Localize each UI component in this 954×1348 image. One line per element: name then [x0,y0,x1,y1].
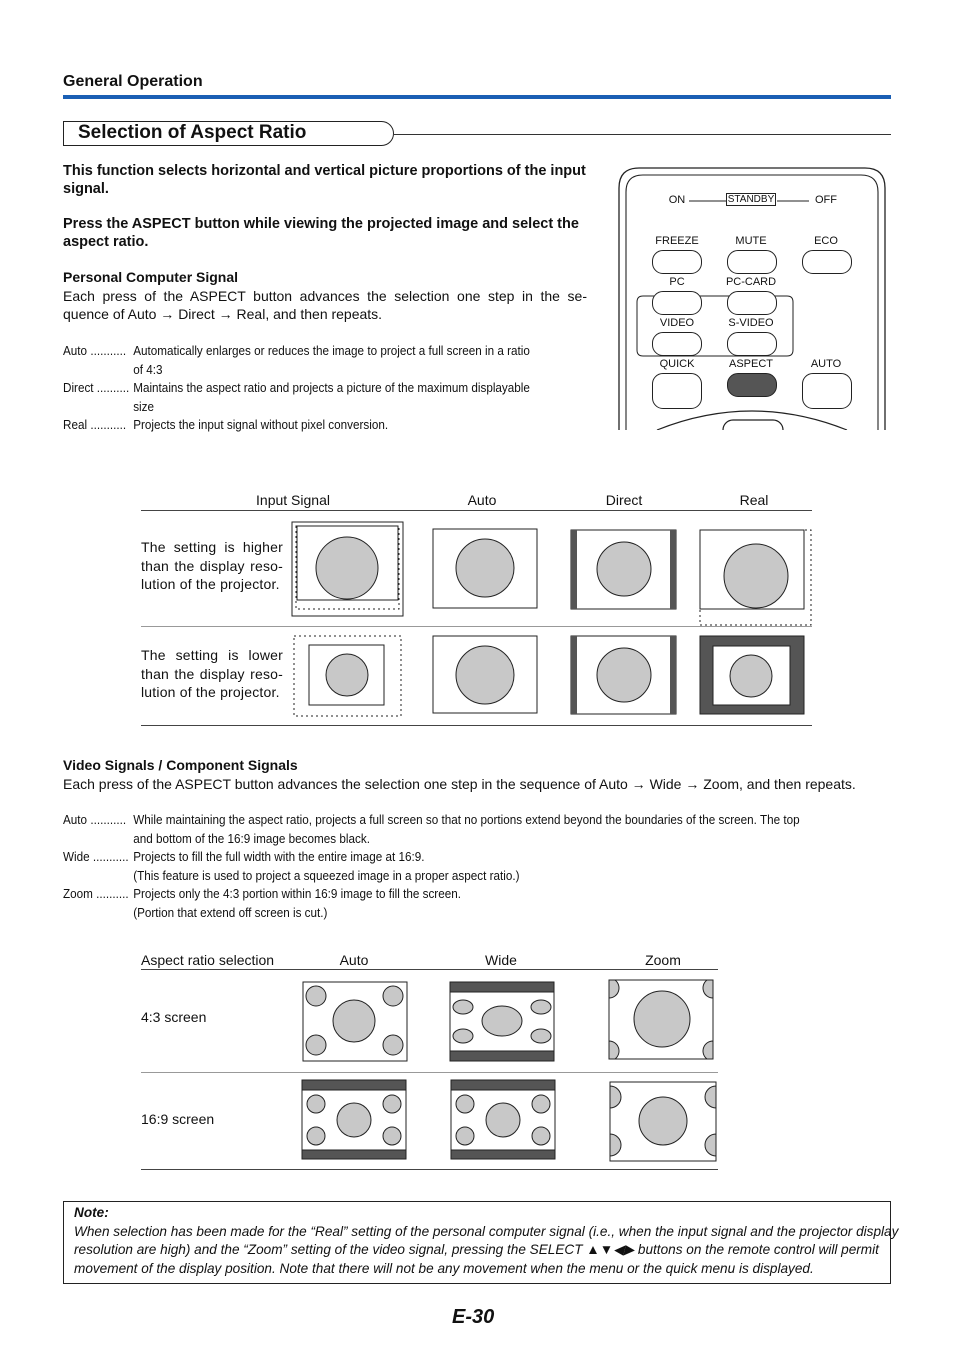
off-label: OFF [815,194,837,206]
mode-term: Real ........... [63,417,127,432]
mode-def-cont: (Portion that extend off screen is cut.) [133,905,328,920]
note-label: Note: [74,1205,109,1220]
mode-term: Wide ........... [63,849,129,864]
on-label: ON [668,194,686,206]
video-signal-heading: Video Signals / Component Signals [63,757,298,773]
freeze-label: FREEZE [655,235,699,247]
mode-def: Projects only the 4:3 portion within 16:9 image to fill the screen. [133,886,461,901]
mode-term: Zoom .......... [63,886,129,901]
pc-signal-heading: Personal Computer Signal [63,269,239,285]
video-table-header-wide: Wide [485,952,517,968]
mode-term: Direct .......... [63,380,130,395]
video-signal-desc: Each press of the ASPECT button advances the selection one step in the sequence of Auto → Wide → Zoom, and then repeats. [63,776,856,792]
video-table-header-zoom: Zoom [645,952,681,968]
quick-label: QUICK [659,358,695,370]
pc-table-row-lower: The setting is lower than the display reso-lution of the projector. [141,647,283,700]
pc-label: PC [669,276,685,288]
section-header: General Operation [63,73,203,90]
figure-16-9-zoom [610,1082,716,1161]
page-title: Selection of Aspect Ratio [78,122,307,143]
pc-table-header-input: Input Signal [256,492,330,508]
figure-4-3-zoom [609,980,713,1059]
pc-table-header-auto: Auto [467,492,497,508]
figure-4-3-wide [450,982,554,1061]
mode-def: While maintaining the aspect ratio, projects a full screen so that no portions extend beyond the boundaries of the screen. The top [133,812,800,827]
figure-16-9-wide [451,1080,555,1159]
video-table-header-auto: Auto [339,952,369,968]
mode-def: Automatically enlarges or reduces the image to project a full screen in a ratio [133,343,530,358]
note-line-3: movement of the display position. Note that there will not be any movement when the menu or the quick menu is displayed. [74,1261,814,1276]
figure-16-9-auto [302,1080,406,1159]
intro-paragraph-2: Press the ASPECT button while viewing the projected image and select the aspect ratio. [63,216,579,250]
eco-label: ECO [814,235,838,247]
pc-table-header-real: Real [739,492,769,508]
pc-table-header-direct: Direct [605,492,643,508]
mode-term: Auto ........... [63,343,127,358]
standby-label: STANDBY [727,194,775,205]
note-line-1: When selection has been made for the “Real” setting of the personal computer signal (i.e., when the input signal and the projector display [74,1224,899,1239]
figure-4-3-auto [303,982,407,1061]
aspect-label: ASPECT [728,358,773,370]
mode-def: Projects to fill the full width with the entire image at 16:9. [133,849,425,864]
video-table-row-4-3: 4:3 screen [141,1009,207,1025]
note-line-2: resolution are high) and the “Zoom” setting of the video signal, pressing the SELECT ▲▼◀▶ buttons on the remote control will permit [74,1242,879,1257]
pc-table-row-higher: The setting is higher than the display reso-lution of the projector. [141,539,283,592]
page-number: E-30 [452,1306,495,1328]
intro-paragraph-1: This function selects horizontal and vertical picture proportions of the input signal. [63,163,586,197]
mode-def-cont: (This feature is used to project a squeezed image in a proper aspect ratio.) [133,868,520,883]
mode-term: Auto ........... [63,812,127,827]
mode-def-cont: size [133,399,155,414]
mode-def: Projects the input signal without pixel conversion. [133,417,389,432]
pc-signal-desc-1: Each press of the ASPECT button advances the selection one step in the se- [63,288,587,304]
mode-def-cont: and bottom of the 16:9 image becomes black. [133,831,370,846]
video-table-row-16-9: 16:9 screen [141,1111,215,1127]
pc-signal-desc-2: quence of Auto → Direct → Real, and then repeats. [63,306,383,322]
pc-card-label: PC-CARD [725,276,777,288]
video-label: VIDEO [659,317,695,329]
s-video-label: S-VIDEO [728,317,774,329]
mode-def-cont: of 4:3 [133,362,163,377]
video-table-header-selection: Aspect ratio selection [141,952,275,968]
auto-label: AUTO [810,358,842,370]
mute-label: MUTE [735,235,767,247]
mode-def: Maintains the aspect ratio and projects a picture of the maximum displayable [133,380,530,395]
